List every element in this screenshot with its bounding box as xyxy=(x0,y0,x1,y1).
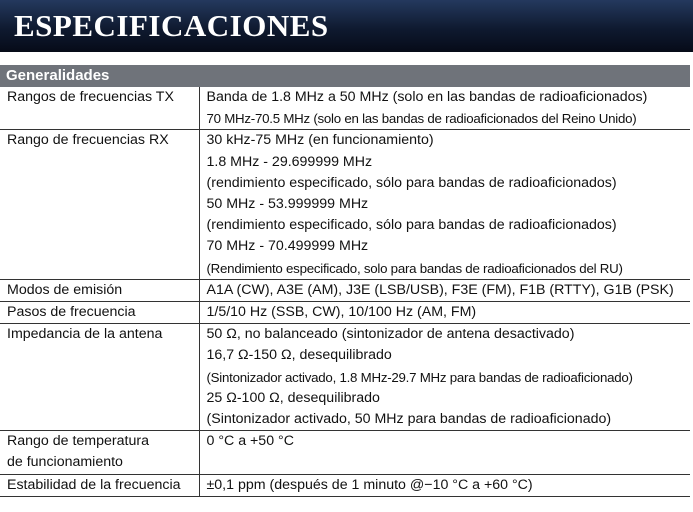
spec-value xyxy=(199,302,690,324)
spec-label xyxy=(0,302,199,324)
spec-label-line: Rangos de frecuencias TX xyxy=(7,89,174,105)
spec-value xyxy=(199,130,690,279)
spec-value xyxy=(199,87,690,130)
spec-label xyxy=(0,431,199,474)
spec-value-line: A1A (CW), A3E (AM), J3E (LSB/USB), F3E (FM), F1B (RTTY), G1B (PSK) xyxy=(206,281,674,298)
spec-value-line: 0 °C a +50 °C xyxy=(206,433,294,450)
spec-value-line: 70 MHz - 70.499999 MHz xyxy=(206,238,369,255)
spec-value-line: 25 Ω-100 Ω, desequilibrado xyxy=(206,389,380,406)
spec-value-line: 16,7 Ω-150 Ω, desequilibrado xyxy=(206,347,392,364)
spec-label xyxy=(0,324,199,431)
spec-label-line: Estabilidad de la frecuencia xyxy=(7,476,181,493)
spec-value xyxy=(199,474,690,496)
spec-value xyxy=(199,279,690,301)
spec-label-line: Modos de emisión xyxy=(7,281,123,298)
spec-value-line: ±0,1 ppm (después de 1 minuto @−10 °C a +60 °C) xyxy=(206,476,533,493)
spec-value-line: (rendimiento especificado, sólo para bandas de radioaficionados) xyxy=(206,174,617,191)
spec-table xyxy=(0,87,690,497)
spec-row xyxy=(0,431,690,474)
spec-row xyxy=(0,324,690,431)
spec-row xyxy=(0,87,690,130)
spec-label-line: Pasos de frecuencia xyxy=(7,304,136,321)
spec-value-line: Banda de 1.8 MHz a 50 MHz (solo en las bandas de radioaficionados) xyxy=(206,89,648,105)
section-header: Generalidades xyxy=(0,65,690,87)
spec-value xyxy=(199,431,690,474)
page-title: ESPECIFICACIONES xyxy=(14,8,329,43)
spec-row xyxy=(0,279,690,301)
spec-label-line: Rango de frecuencias RX xyxy=(7,132,169,149)
spec-label-line: de funcionamiento xyxy=(7,454,123,471)
spec-value-line: (Rendimiento especificado, solo para bandas de radioaficionados del RU) xyxy=(206,260,623,276)
spec-value-line: 30 kHz-75 MHz (en funcionamiento) xyxy=(206,132,434,149)
spec-label-line: Rango de temperatura xyxy=(7,433,149,450)
spec-value xyxy=(199,324,690,431)
spec-value-line: 1.8 MHz - 29.699999 MHz xyxy=(206,153,373,170)
spec-value-line: (Sintonizador activado, 50 MHz para bandas de radioaficionado) xyxy=(206,411,612,428)
spec-label xyxy=(0,87,199,130)
spec-value-line: 50 Ω, no balanceado (sintonizador de antena desactivado) xyxy=(206,326,575,343)
spec-row xyxy=(0,302,690,324)
spec-value-line: 70 MHz-70.5 MHz (solo en las bandas de radioaficionados del Reino Unido) xyxy=(206,111,637,127)
spec-row xyxy=(0,474,690,496)
spec-label xyxy=(0,279,199,301)
spec-row xyxy=(0,130,690,279)
spec-value-line: (rendimiento especificado, sólo para bandas de radioaficionados) xyxy=(206,217,617,234)
spec-value-line: 1/5/10 Hz (SSB, CW), 10/100 Hz (AM, FM) xyxy=(206,304,477,321)
spec-value-line: (Sintonizador activado, 1.8 MHz-29.7 MHz para bandas de radioaficionado) xyxy=(206,369,633,385)
spec-label xyxy=(0,474,199,496)
spec-value-line: 50 MHz - 53.999999 MHz xyxy=(206,196,369,213)
page-banner xyxy=(0,0,693,52)
spec-label xyxy=(0,130,199,279)
spec-label-line: Impedancia de la antena xyxy=(7,326,163,343)
